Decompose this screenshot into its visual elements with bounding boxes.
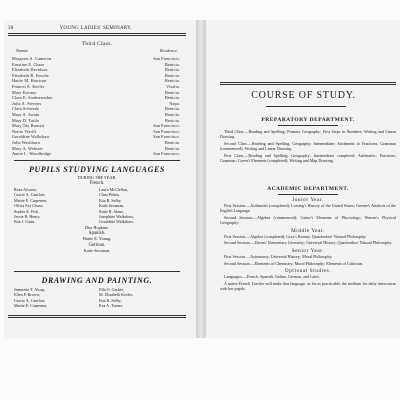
spanish-title: Spanish. <box>88 231 106 237</box>
french-student-name: Sophie E. Fisk, <box>14 208 40 214</box>
french-student-name: Katie R. Stone, <box>99 208 125 214</box>
student-name: Elizabeth Davidson <box>12 67 48 73</box>
french-student-name: Clara Pitkin, <box>99 192 120 198</box>
academic-department <box>220 186 396 293</box>
optional-studies-paragraphs <box>220 274 396 291</box>
student-residence: Benicia. <box>164 89 180 95</box>
course-paragraph: First Session.—Astronomy; Universal History; Moral Philosophy. <box>224 253 333 259</box>
french-left-column <box>14 187 95 225</box>
senior-year-paragraphs <box>220 254 396 266</box>
middle-year-title: Middle Year. <box>291 227 325 234</box>
middle-year-paragraphs <box>220 234 396 246</box>
student-name: Mary Korney <box>12 89 37 95</box>
drawing-right-column <box>99 287 180 309</box>
course-title: COURSE OF STUDY. <box>251 90 356 101</box>
french-student-name: Etta R. Selby, <box>99 197 122 203</box>
student-residence: Napa. <box>169 100 180 106</box>
student-name: Geraldine Walkshaw <box>12 134 50 140</box>
student-name: Mary Tay Burnett <box>12 123 45 129</box>
third-class-list <box>8 56 186 157</box>
spanish-names: Hattie E. Young. <box>82 236 112 242</box>
student-residence: San Francisco. <box>153 151 180 157</box>
dept-rule <box>278 125 338 126</box>
third-class-title: Third Class. <box>81 41 113 47</box>
german-title: German. <box>88 242 106 248</box>
names-column-header: Names. <box>16 48 29 53</box>
student-name: Clara Schwede <box>12 106 40 112</box>
student-residence: Benicia. <box>164 106 180 112</box>
junior-year-title: Junior Year. <box>292 197 324 203</box>
third-class-column-headers <box>8 48 186 53</box>
student-residence: Benicia. <box>164 139 180 145</box>
course-paragraph: A native French Teacher will make that language, as far as practicable, the medium for daily intercourse with her pupils. <box>220 280 396 291</box>
student-name: Margaret A. Cameron <box>12 56 52 61</box>
drawing-student-name: Mattie E. Carpenter, <box>14 303 48 309</box>
drawing-title: DRAWING AND PAINTING. <box>41 276 153 285</box>
drawing-left-column <box>14 287 95 309</box>
french-student-name: Etta J. Gunn, <box>14 219 36 225</box>
languages-subtitle: DURING THE YEAR. <box>77 175 117 180</box>
french-title: French. <box>89 181 105 186</box>
third-class-section <box>8 41 186 53</box>
header-rule <box>8 33 186 36</box>
section-divider <box>14 271 180 272</box>
running-title: YOUNG LADIES' SEMINARY. <box>59 26 133 31</box>
french-student-name: Katie Sessman, <box>99 203 125 209</box>
drawing-student-name: Gracie A. Cantfort, <box>14 297 46 303</box>
preparatory-paragraphs <box>220 129 396 164</box>
section-divider <box>14 160 180 161</box>
student-residence: San Francisco. <box>153 56 180 61</box>
student-residence: Benicia. <box>164 78 180 84</box>
languages-title: PUPILS STUDYING LANGUAGES <box>29 165 165 174</box>
student-row <box>8 151 186 157</box>
student-name: Nettie Verrill <box>12 128 37 134</box>
student-residence: Benicia. <box>164 95 180 101</box>
drawing-section <box>8 276 186 309</box>
course-paragraph: Second Session.—Elements of Chemistry; Moral Philosophy; Elements of Criticism. <box>224 260 364 266</box>
french-student-name: Josephine Walkshaw, <box>99 214 134 220</box>
course-paragraph: First Session.—Arithmetic (completed); Lossing's History of the United States; Greene's Analysis of the English Language. <box>220 203 396 214</box>
residence-column-header: Residence. <box>159 48 178 53</box>
left-page <box>4 20 197 338</box>
french-student-name: Rosa Alvarez, <box>14 187 37 192</box>
senior-year-title: Senior Year. <box>291 247 325 254</box>
student-name: Mary A. Swain <box>12 111 40 117</box>
drawing-list <box>8 287 186 309</box>
course-paragraph: First Class.—Reading and Spelling; Geography; Intermediate completed; Arithmetic; Fractions; Grammar; Green's Elements (completed); Writing and Map Drawing. <box>220 153 396 164</box>
student-name: Frances E. Keeler <box>12 83 45 89</box>
preparatory-title: PREPARATORY DEPARTMENT. <box>261 117 355 123</box>
student-name: Mary A. Webster <box>12 145 43 151</box>
drawing-student-name: Ellen F. Brown, <box>14 292 40 298</box>
student-residence: Benicia. <box>164 111 180 117</box>
right-page <box>205 20 400 338</box>
course-paragraph: Second Class.—Reading and Spelling; Geography; Intermediate; Arithmetic to Fractions; Grammar (commenced); Writing and Linear Drawing. <box>220 141 396 152</box>
student-name: Mary D. Tuttle <box>12 117 40 123</box>
french-student-name: Geraldine Walkshaw. <box>99 219 134 225</box>
french-student-name: Laura McClellan, <box>99 187 128 192</box>
optional-studies-title: Optional Studies. <box>284 267 332 274</box>
drawing-student-name: Etta R. Selby, <box>99 297 122 303</box>
page-header <box>8 26 186 31</box>
academic-title: ACADEMIC DEPARTMENT. <box>267 186 349 192</box>
title-rule-bottom <box>266 106 346 107</box>
page-number: 30 <box>8 26 14 31</box>
title-rule-top <box>220 82 396 85</box>
student-residence: Benicia. <box>164 67 180 73</box>
drawing-student-name: Eva A. Turner. <box>99 303 123 309</box>
french-student-name: Jessie R. Henry, <box>14 214 41 220</box>
student-name: Julia A. Stevens <box>12 100 42 106</box>
student-residence: San Francisco. <box>153 128 180 134</box>
student-residence: Visalia. <box>166 83 180 89</box>
course-paragraph: Second Session.—Davies' Elementary Geometry; Universal History; Quackenbos' Natural Philosophy. <box>224 240 393 246</box>
junior-year-paragraphs <box>220 203 396 226</box>
german-names: Katie Sessman. <box>83 247 111 253</box>
french-list <box>8 187 186 225</box>
student-name: Julia Washburn <box>12 139 40 145</box>
student-name: Annie L. Woodbridge <box>12 151 52 157</box>
drawing-student-name: M. Elizabeth Keeler, <box>99 292 133 298</box>
student-residence: San Francisco. <box>153 123 180 129</box>
drawing-student-name: Ella O. Gerber, <box>99 287 124 292</box>
french-right-column <box>99 187 180 225</box>
dept-rule <box>278 194 338 195</box>
student-residence: Benicia. <box>164 117 180 123</box>
footer-rule <box>8 315 186 318</box>
french-student-name: Olivia Fay Chase, <box>14 203 44 209</box>
student-residence: San Francisco. <box>153 134 180 140</box>
student-name: Ernstine E. Chase <box>12 61 45 67</box>
student-name: Hattie M. Harrison <box>12 78 47 84</box>
french-last-name: Dita Hopkins. <box>84 224 110 230</box>
preparatory-department <box>220 117 396 165</box>
french-student-name: Mattie E. Carpenter, <box>14 197 48 203</box>
course-paragraph: Languages.—French, Spanish, Italian, German, and Latin. <box>224 273 320 279</box>
french-student-name: Gracie A. Cantfort, <box>14 192 46 198</box>
drawing-student-name: Jeannette T. Alsop, <box>14 287 46 292</box>
course-paragraph: Second Session.—Algebra (commenced); Cutter's Elements of Physiology; Warren's Physical Geography. <box>220 215 396 226</box>
course-paragraph: First Session.—Algebra (completed); Gray's Botany; Quackenbos' Natural Philosophy. <box>224 233 367 239</box>
student-residence: Benicia. <box>164 145 180 151</box>
languages-section <box>8 165 186 253</box>
course-paragraph: Third Class.—Reading and Spelling; Primary Geography; First Steps in Numbers; Writing and Linear Drawing. <box>220 129 396 140</box>
student-name: Clara E. Stadenwather <box>12 95 53 101</box>
book-gutter <box>197 20 205 338</box>
student-residence: Benicia. <box>164 72 180 78</box>
student-name: Elizabeth B. Fouche <box>12 72 49 78</box>
student-residence: Benicia. <box>164 61 180 67</box>
